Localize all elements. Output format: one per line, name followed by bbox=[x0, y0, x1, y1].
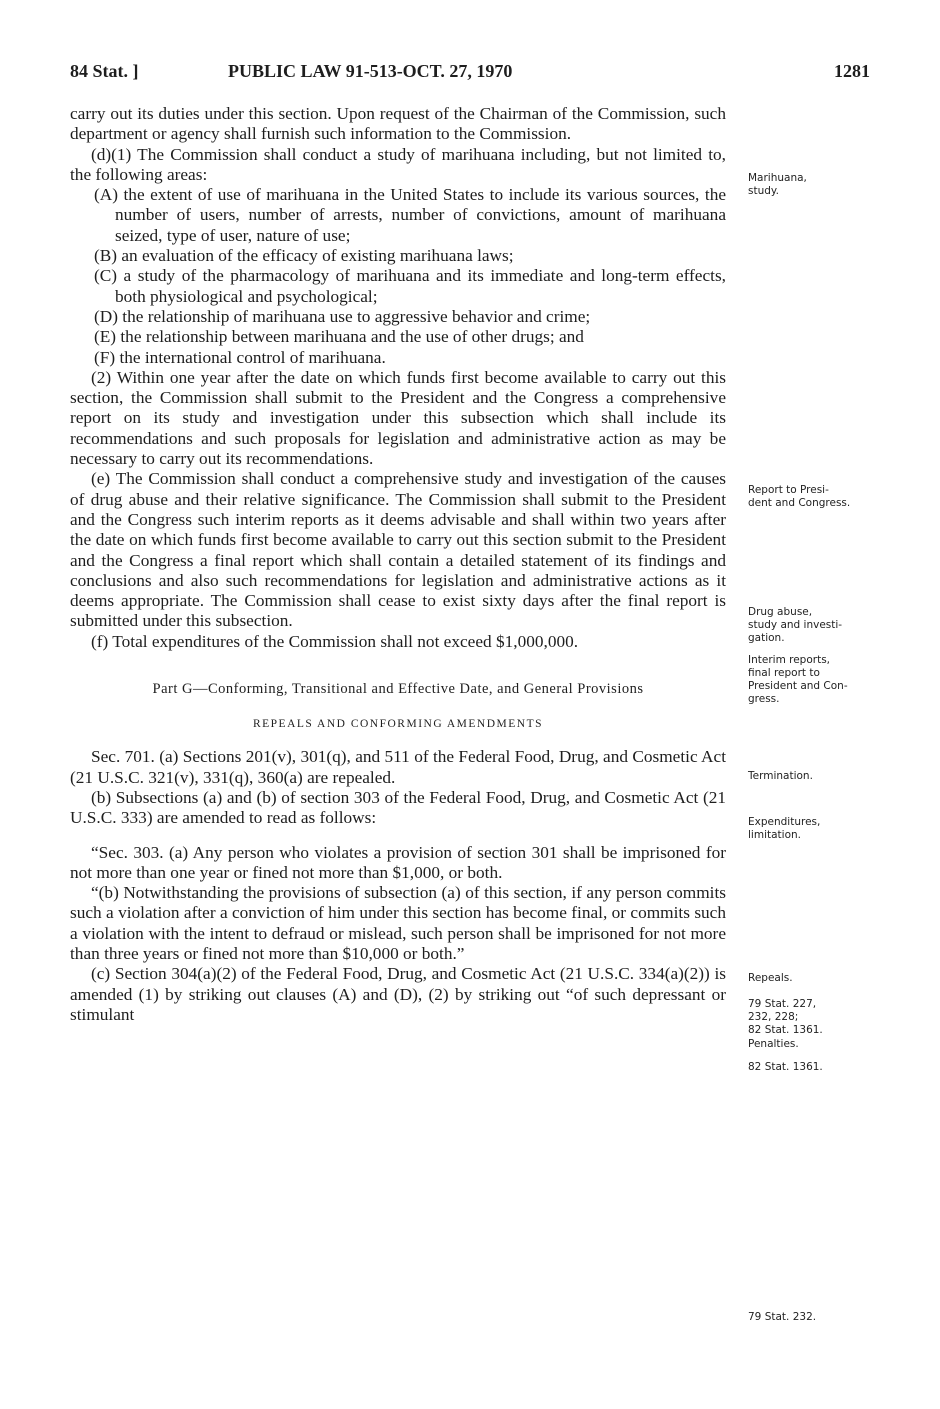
clause-d-1-f: (F) the international control of marihuana. bbox=[94, 347, 386, 367]
margin-note-82-stat bbox=[748, 1061, 888, 1074]
part-g-heading bbox=[70, 679, 726, 699]
paragraph-f: (f) Total expenditures of the Commission shall not exceed $1,000,000. bbox=[91, 631, 579, 651]
margin-note-line: Repeals. bbox=[748, 972, 793, 984]
margin-note-line: Interim reports, bbox=[748, 654, 831, 666]
margin-note-line: Expenditures, bbox=[748, 816, 821, 828]
body-text bbox=[70, 104, 726, 1025]
margin-note-line: dent and Congress. bbox=[748, 497, 851, 509]
clause-d-1-a: (A) the extent of use of marihuana in the United States to include its various sources, the number of users, number of arrests, number of convictions, amount of marihuana seized, type of user, nature of use; bbox=[94, 185, 726, 245]
paragraph-d-2: (2) Within one year after the date on which funds first become available to carry out this section, the Commission shall submit to the President and the Congress a comprehensive report on its study and investigation under this subsection which shall include its recommendations and such proposals for legislation and administrative action as may be necessary to carry out its recommendations. bbox=[70, 367, 726, 469]
clause-d-1-e: (E) the relationship between marihuana and the use of other drugs; and bbox=[94, 327, 584, 347]
page-number: 1281 bbox=[834, 61, 870, 81]
margin-note-line: study. bbox=[748, 185, 779, 197]
section-701-b: (b) Subsections (a) and (b) of section 303 of the Federal Food, Drug, and Cosmetic Act (21 U.S.C. 333) are amended to read as follows: bbox=[70, 787, 726, 828]
margin-note-line: Drug abuse, bbox=[748, 606, 813, 618]
margin-note-marihuana-study bbox=[748, 172, 888, 198]
quoted-section-303-a: “Sec. 303. (a) Any person who violates a provision of section 301 shall be imprisoned for not more than one year or fined not more than $1,000, or both. bbox=[70, 842, 726, 882]
paragraph-c-continuation: carry out its duties under this section. Upon request of the Chairman of the Commission, such department or agency shall furnish such information to the Commission. bbox=[70, 104, 726, 144]
margin-note-line: 79 Stat. 227, bbox=[748, 998, 817, 1010]
margin-note-line: President and Con- bbox=[748, 680, 848, 692]
margin-note-line: final report to bbox=[748, 667, 820, 679]
part-g-heading-text: Part G—Conforming, Transitional and Effective Date, and General Provisions bbox=[152, 681, 644, 698]
margin-note-line: Penalties. bbox=[748, 1038, 799, 1050]
margin-note-line: gation. bbox=[748, 632, 785, 644]
margin-note-termination bbox=[748, 770, 888, 783]
clause-d-1-b: (B) an evaluation of the efficacy of existing marihuana laws; bbox=[94, 246, 514, 266]
margin-note-expenditures bbox=[748, 816, 888, 842]
clause-d-1-d: (D) the relationship of marihuana use to aggressive behavior and crime; bbox=[94, 306, 591, 326]
paragraph-d-1: (d)(1) The Commission shall conduct a study of marihuana including, but not limited to, the following areas: bbox=[70, 144, 726, 184]
margin-note-line: limitation. bbox=[748, 829, 801, 841]
statute-reference: 84 Stat. ] bbox=[70, 61, 139, 81]
repeals-heading: REPEALS AND CONFORMING AMENDMENTS bbox=[252, 718, 544, 731]
margin-note-drug-abuse bbox=[748, 606, 888, 645]
paragraph-e: (e) The Commission shall conduct a comprehensive study and investigation of the causes of drug abuse and their relative significance. The Commission shall submit to the President and the Congress such interim reports as it deems advisable and shall within two years after the date on which funds first become available to carry out this section submit to the President and the Congress a final report which shall contain a detailed statement of its findings and conclusions and also such recommendations for legislation and administrative actions as it deems appropriate. The Commission shall cease to exist sixty days after the final report is submitted under this subsection. bbox=[70, 469, 726, 631]
margin-note-line: Report to Presi- bbox=[748, 484, 829, 496]
margin-note-line: gress. bbox=[748, 693, 780, 705]
margin-note-line: study and investi- bbox=[748, 619, 843, 631]
margin-note-repeals bbox=[748, 972, 888, 985]
margin-note-line: Termination. bbox=[748, 770, 813, 782]
margin-note-line: Marihuana, bbox=[748, 172, 807, 184]
margin-note-line: 82 Stat. 1361. bbox=[748, 1024, 823, 1036]
quoted-section-303-b: “(b) Notwithstanding the provisions of subsection (a) of this section, if any person commits such a violation after a conviction of him under this section has become final, or commits such a violation with the intent to defraud or mislead, such person shall be imprisoned for not more than three years or fined not more than $10,000 or both.” bbox=[70, 883, 726, 963]
law-title: PUBLIC LAW 91-513-OCT. 27, 1970 bbox=[228, 61, 513, 81]
section-701-c: (c) Section 304(a)(2) of the Federal Food, Drug, and Cosmetic Act (21 U.S.C. 334(a)(2)) is amended (1) by striking out clauses (A) and (D), (2) by striking out “of such depressant or stimulant bbox=[70, 964, 726, 1024]
margin-note-report bbox=[748, 484, 888, 510]
margin-note-line: 232, 228; bbox=[748, 1011, 799, 1023]
margin-note-penalties bbox=[748, 1038, 888, 1051]
margin-note-line: 79 Stat. 232. bbox=[748, 1311, 817, 1323]
section-701-a: Sec. 701. (a) Sections 201(v), 301(q), and 511 of the Federal Food, Drug, and Cosmetic Act (21 U.S.C. 321(v), 331(q), 360(a) are repealed. bbox=[70, 747, 726, 787]
margin-note-line: 82 Stat. 1361. bbox=[748, 1061, 823, 1073]
page-header bbox=[70, 61, 870, 85]
margin-note-statute-citations bbox=[748, 998, 888, 1037]
margin-note-interim-reports bbox=[748, 654, 888, 706]
margin-note-79-stat bbox=[748, 1311, 888, 1324]
clause-d-1-c: (C) a study of the pharmacology of marihuana and its immediate and long-term effects, both physiological and psychological; bbox=[94, 266, 726, 306]
